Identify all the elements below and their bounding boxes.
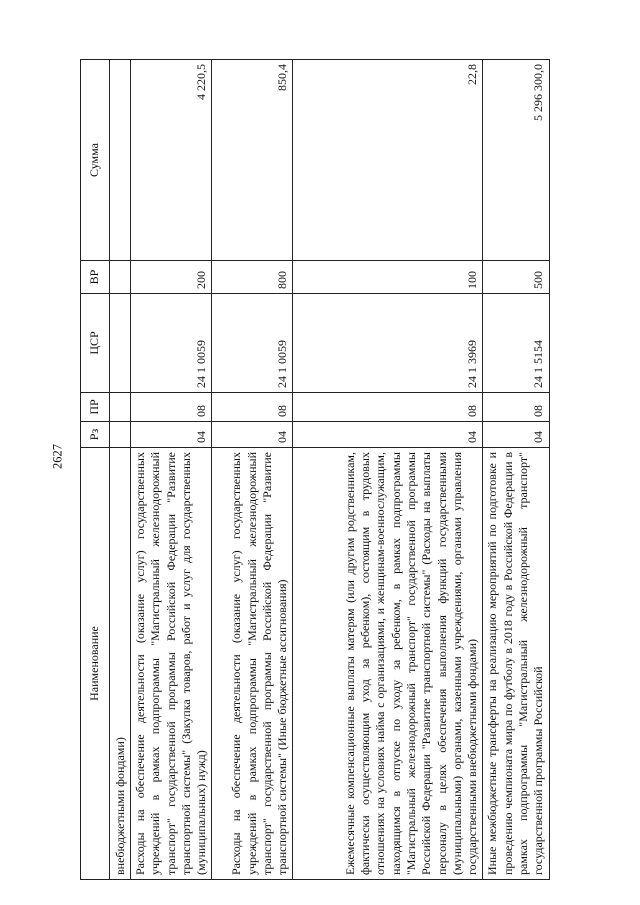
header-csr: ЦСР: [81, 294, 110, 393]
cell-pr: 08: [131, 393, 212, 422]
cell-name: Ежемесячные компенсационные выплаты матерям (или другим родственникам, фактически осуществляющим уход за ребенком), состоящим в трудовых отношениях на условиях найма с организациями, и женщинам-военнослужащим, находящимся в отпуске по уходу за ребенком, в рамках подпрограммы "Магистральный железнодорожный транспорт" государственной программы Российской Федерации "Развитие транспортной системы" (Расходы на выплаты персоналу в целях обеспечения выполнения функций государственными (муниципальными) органами, казенными учреждениями, органами управления государственными внебюджетными фондами): [293, 448, 483, 880]
cell-sum: 850,4: [212, 60, 293, 261]
header-name: Наименование: [81, 448, 110, 880]
cell-name: внебюджетными фондами): [110, 448, 131, 880]
table-row: [131, 60, 212, 880]
cell-vr: [110, 261, 131, 294]
cell-name: Расходы на обеспечение деятельности (оказание услуг) государственных учреждений в рамках подпрограммы "Магистральный железнодорожный транспорт" государственной программы Российской Федерации "Развитие транспортной системы" (Закупка товаров, работ и услуг для государственных (муниципальных) нужд): [131, 448, 212, 880]
cell-rz: 04: [212, 422, 293, 448]
cell-vr: 800: [212, 261, 293, 294]
table-row: [293, 60, 483, 880]
budget-table: [80, 59, 550, 880]
cell-csr: 24 1 0059: [131, 294, 212, 393]
cell-sum: [110, 60, 131, 261]
page-number: 2627: [50, 444, 65, 469]
header-rz: Рз: [81, 422, 110, 448]
cell-pr: [110, 393, 131, 422]
table-row: [483, 60, 549, 880]
table-row: [110, 60, 131, 880]
cell-rz: 04: [131, 422, 212, 448]
cell-pr: 08: [212, 393, 293, 422]
header-vr: ВР: [81, 261, 110, 294]
cell-pr: 08: [293, 393, 483, 422]
table-row: [212, 60, 293, 880]
cell-pr: 08: [483, 393, 549, 422]
cell-name: Иные межбюджетные трансферты на реализацию мероприятий по подготовке и проведению чемпионата мира по футболу в 2018 году в Российской Федерации в рамках подпрограммы "Магистральный железнодорожный транспорт" государственной программы Российской: [483, 448, 549, 880]
cell-sum: 5 296 300,0: [483, 60, 549, 261]
cell-rz: 04: [483, 422, 549, 448]
table-header-row: [81, 60, 110, 880]
cell-csr: 24 1 0059: [212, 294, 293, 393]
cell-name: Расходы на обеспечение деятельности (оказание услуг) государственных учреждений в рамках подпрограммы "Магистральный железнодорожный транспорт" государственной программы Российской Федерации "Развитие транспортной системы" (Иные бюджетные ассигнования): [212, 448, 293, 880]
cell-vr: 500: [483, 261, 549, 294]
cell-vr: 200: [131, 261, 212, 294]
cell-vr: 100: [293, 261, 483, 294]
cell-sum: 4 220,5: [131, 60, 212, 261]
cell-csr: 24 1 3969: [293, 294, 483, 393]
cell-csr: 24 1 5154: [483, 294, 549, 393]
cell-csr: [110, 294, 131, 393]
cell-rz: [110, 422, 131, 448]
cell-rz: 04: [293, 422, 483, 448]
header-pr: ПР: [81, 393, 110, 422]
header-sum: Сумма: [81, 60, 110, 261]
rotated-page-content: [80, 60, 605, 880]
cell-sum: 22,8: [293, 60, 483, 261]
